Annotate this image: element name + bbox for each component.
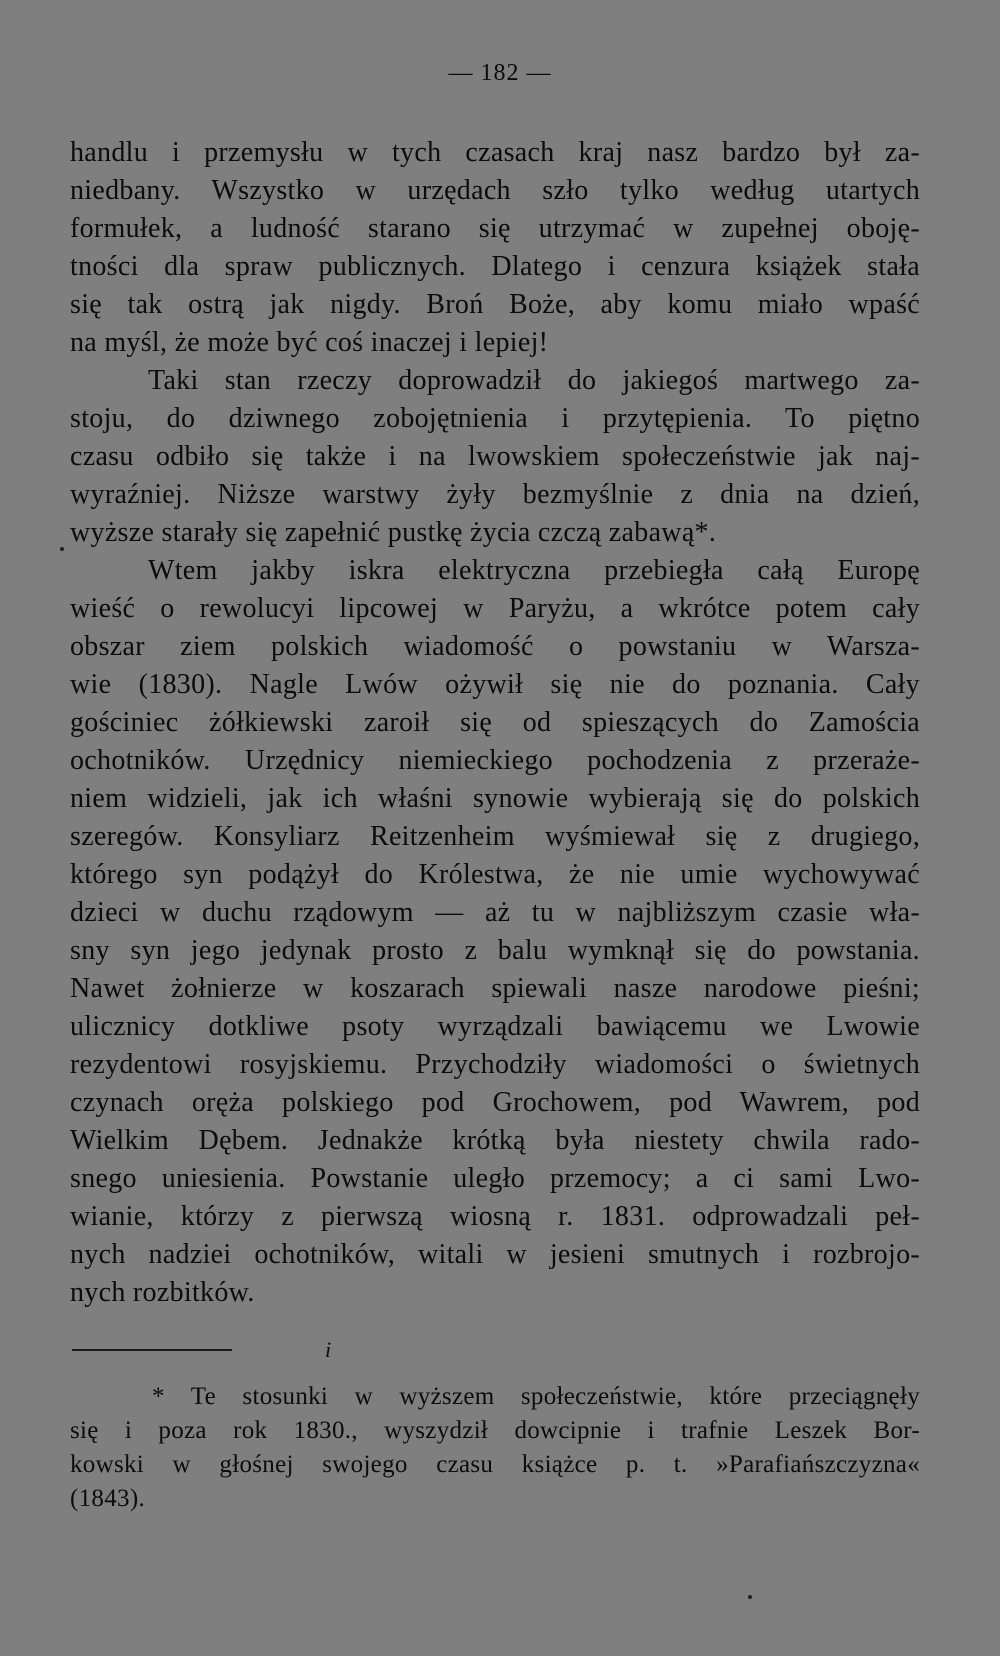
text-line: stoju, do dziwnego zobojętnienia i przytępienia. To piętno bbox=[70, 403, 920, 434]
text-line: Wtem jakby iskra elektryczna przebiegła całą Europę bbox=[148, 555, 920, 586]
text-line: Nawet żołnierze w koszarach spiewali nasze narodowe pieśni; bbox=[70, 973, 920, 1004]
print-speck bbox=[60, 547, 64, 551]
text-line: obszar ziem polskich wiadomość o powstaniu w Warsza- bbox=[70, 631, 920, 662]
text-line: Taki stan rzeczy doprowadził do jakiegoś martwego za- bbox=[148, 365, 920, 396]
text-line: którego syn podążył do Królestwa, że nie umie wychowywać bbox=[70, 859, 920, 890]
page-number: — 182 — bbox=[448, 60, 552, 86]
text-line: tności dla spraw publicznych. Dlatego i cenzura książek stała bbox=[70, 251, 920, 282]
text-line: formułek, a ludność starano się utrzymać w zupełnej oboję- bbox=[70, 213, 920, 244]
footnote-line: (1843). bbox=[70, 1485, 146, 1512]
footnote-separator bbox=[72, 1349, 232, 1351]
text-line: się tak ostrą jak nigdy. Broń Boże, aby komu miało wpaść bbox=[70, 289, 920, 320]
footnote-line: kowski w głośnej swojego czasu książce p. t. »Parafiańszczyzna« bbox=[70, 1451, 920, 1478]
text-line: wieść o rewolucyi lipcowej w Paryżu, a wkrótce potem cały bbox=[70, 593, 920, 624]
text-line: czynach oręża polskiego pod Grochowem, pod Wawrem, pod bbox=[70, 1087, 920, 1118]
footnote-line: * Te stosunki w wyższem społeczeństwie, które przeciągnęły bbox=[152, 1383, 920, 1410]
text-line: dzieci w duchu rządowym — aż tu w najbliższym czasie wła- bbox=[70, 897, 920, 928]
text-line: wyraźniej. Niższe warstwy żyły bezmyślnie z dnia na dzień, bbox=[70, 479, 920, 510]
text-line: niem widzieli, jak ich właśni synowie wybierają się do polskich bbox=[70, 783, 920, 814]
print-speck bbox=[748, 1595, 752, 1599]
text-line: wyższe starały się zapełnić pustkę życia czczą zabawą*. bbox=[70, 517, 717, 548]
text-line: gościniec żółkiewski zaroił się od spieszących do Zamościa bbox=[70, 707, 920, 738]
text-line: szeregów. Konsyliarz Reitzenheim wyśmiewał się z drugiego, bbox=[70, 821, 920, 852]
footnote-line: się i poza rok 1830., wyszydził dowcipnie i trafnie Leszek Bor- bbox=[70, 1417, 920, 1444]
text-line: niedbany. Wszystko w urzędach szło tylko według utartych bbox=[70, 175, 920, 206]
text-line: sny syn jego jedynak prosto z balu wymknął się do powstania. bbox=[70, 935, 920, 966]
text-line: handlu i przemysłu w tych czasach kraj nasz bardzo był za- bbox=[70, 137, 920, 168]
text-line: wianie, którzy z pierwszą wiosną r. 1831. odprowadzali peł- bbox=[70, 1201, 920, 1232]
footnote bbox=[70, 1380, 920, 1516]
stray-mark: i bbox=[325, 1337, 332, 1362]
text-line: Wielkim Dębem. Jednakże krótką była niestety chwila rado- bbox=[70, 1125, 920, 1156]
text-line: ochotników. Urzędnicy niemieckiego pochodzenia z przeraże- bbox=[70, 745, 920, 776]
text-line: nych nadziei ochotników, witali w jesieni smutnych i rozbrojo- bbox=[70, 1239, 920, 1270]
text-line: nych rozbitków. bbox=[70, 1277, 255, 1308]
text-line: ulicznicy dotkliwe psoty wyrządzali bawiącemu we Lwowie bbox=[70, 1011, 920, 1042]
text-line: rezydentowi rosyjskiemu. Przychodziły wiadomości o świetnych bbox=[70, 1049, 920, 1080]
text-line: snego uniesienia. Powstanie uległo przemocy; a ci sami Lwo- bbox=[70, 1163, 920, 1194]
text-line: wie (1830). Nagle Lwów ożywił się nie do poznania. Cały bbox=[70, 669, 920, 700]
body-text bbox=[70, 134, 920, 1312]
text-line: na myśl, że może być coś inaczej i lepiej! bbox=[70, 327, 549, 358]
text-line: czasu odbiło się także i na lwowskiem społeczeństwie jak naj- bbox=[70, 441, 920, 472]
